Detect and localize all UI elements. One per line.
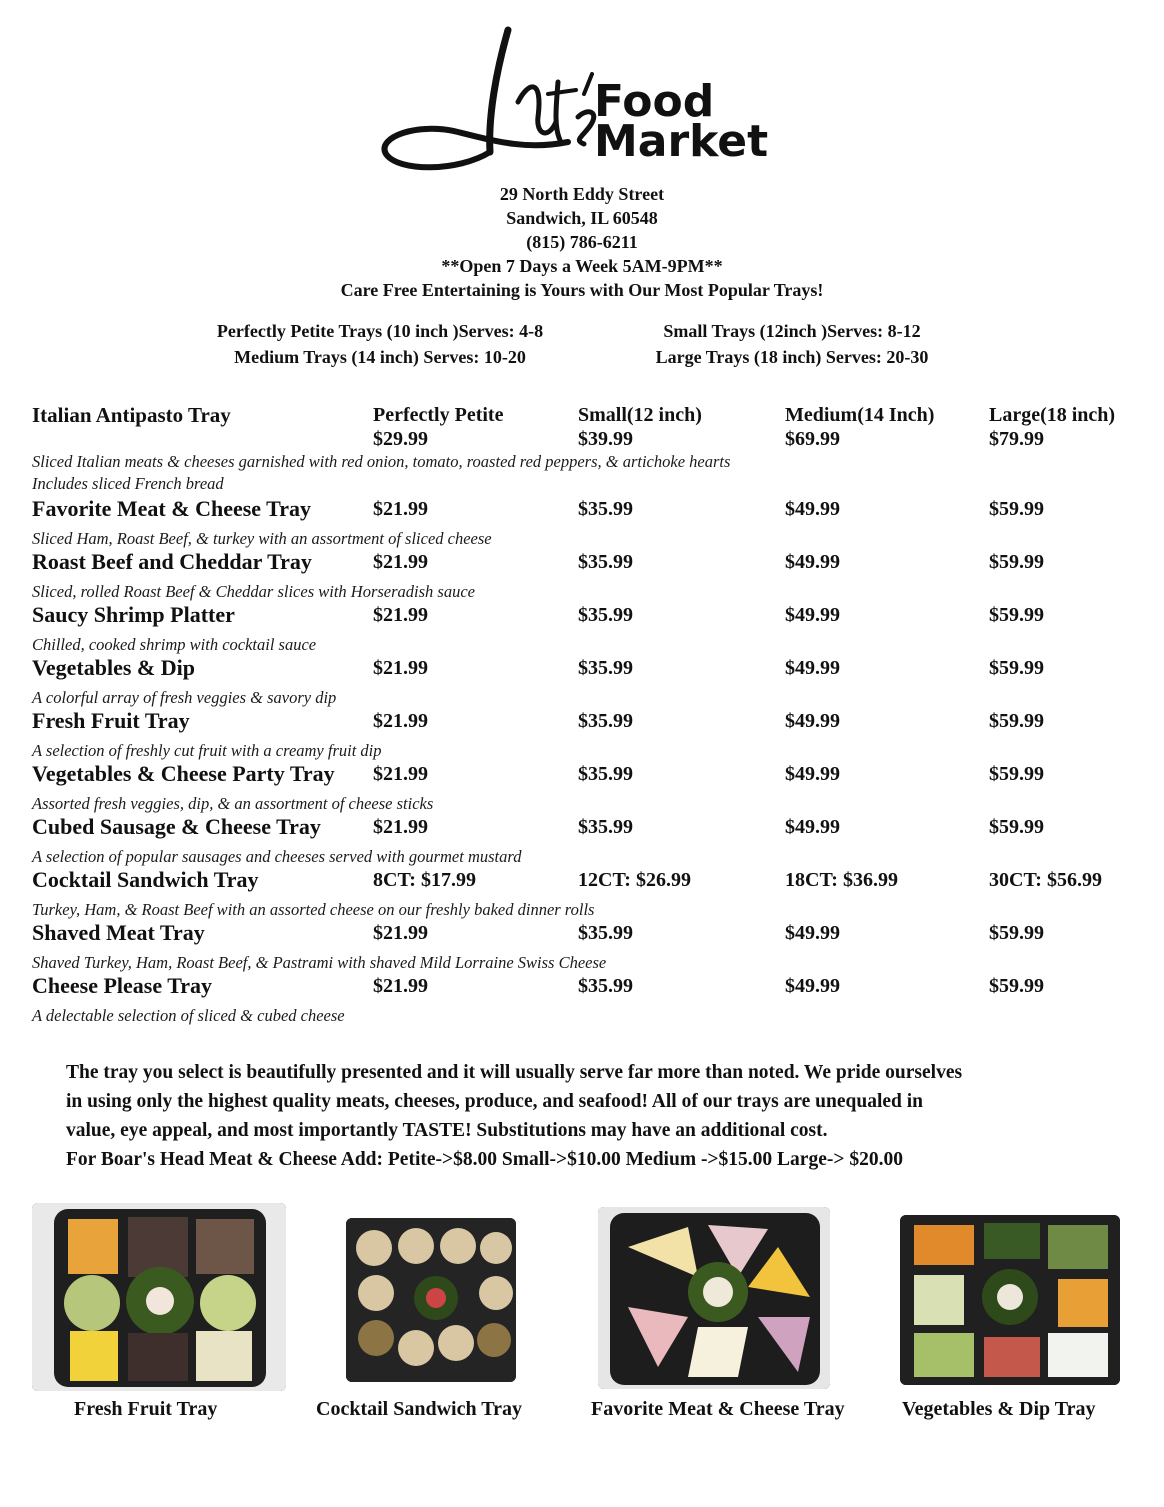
- street-address: 29 North Eddy Street: [499, 184, 665, 204]
- column-label: Medium(14 Inch): [785, 404, 935, 426]
- price-small: $35.99: [578, 922, 633, 944]
- serving-sizes-right: [612, 318, 972, 370]
- column-large: [989, 403, 1115, 451]
- store-address-block: [0, 182, 1164, 302]
- tagline: Care Free Entertaining is Yours with Our Most Popular Trays!: [340, 280, 824, 300]
- price-medium: $49.99: [785, 551, 840, 573]
- item-description: Chilled, cooked shrimp with cocktail sauce: [32, 635, 317, 654]
- item-name: Roast Beef and Cheddar Tray: [32, 549, 312, 574]
- tray-items: [32, 497, 1142, 1027]
- price-medium: $49.99: [785, 498, 840, 520]
- fresh-fruit-tray-photo: [32, 1203, 286, 1391]
- logo-word-food: Food: [594, 76, 715, 127]
- notes-line-2: in using only the highest quality meats, cheeses, produce, and seafood! All of our trays are unequaled in: [66, 1091, 924, 1112]
- vegetables-dip-tray-photo: [900, 1215, 1120, 1385]
- item-description: Sliced Italian meats & cheeses garnished with red onion, tomato, roasted red peppers, & artichoke hearts: [32, 452, 731, 471]
- price-medium: $49.99: [785, 975, 840, 997]
- price-petite: $21.99: [373, 498, 428, 520]
- item-description: A delectable selection of sliced & cubed cheese: [32, 1006, 345, 1025]
- serving-large: Large Trays (18 inch) Serves: 20-30: [655, 347, 929, 367]
- notes-line-3: value, eye appeal, and most importantly TASTE! Substitutions may have an additional cost.: [66, 1120, 828, 1141]
- price-small: $35.99: [578, 498, 633, 520]
- tray-menu-table: [32, 403, 1142, 1027]
- price-large: $59.99: [989, 657, 1044, 679]
- price-small: $35.99: [578, 816, 633, 838]
- item-name: Saucy Shrimp Platter: [32, 602, 235, 627]
- price-large: $59.99: [989, 922, 1044, 944]
- table-row-header: [32, 403, 1142, 451]
- item-description: A selection of freshly cut fruit with a creamy fruit dip: [32, 741, 382, 760]
- price-petite: $21.99: [373, 922, 428, 944]
- price-large: $59.99: [989, 975, 1044, 997]
- photo-caption-cocktail-sandwich: Cocktail Sandwich Tray: [316, 1398, 522, 1420]
- price-large: $59.99: [989, 816, 1044, 838]
- price-small: $35.99: [578, 657, 633, 679]
- item-name: Favorite Meat & Cheese Tray: [32, 496, 311, 521]
- price-medium: $49.99: [785, 604, 840, 626]
- serving-petite: Perfectly Petite Trays (10 inch )Serves: 4-8: [216, 321, 544, 341]
- item-name: Shaved Meat Tray: [32, 920, 205, 945]
- table-row: [32, 550, 1142, 581]
- price-small: $35.99: [578, 710, 633, 732]
- table-row: [32, 603, 1142, 634]
- serving-sizes-left: [170, 318, 590, 370]
- tray-notes: [66, 1058, 1136, 1174]
- serving-small: Small Trays (12inch )Serves: 8-12: [663, 321, 921, 341]
- table-row: [32, 709, 1142, 740]
- table-row: [32, 762, 1142, 793]
- notes-line-1: The tray you select is beautifully presented and it will usually serve far more than noted. We pride ourselves: [66, 1062, 963, 1083]
- column-petite: [373, 403, 503, 451]
- table-row: [32, 815, 1142, 846]
- item-description: Turkey, Ham, & Roast Beef with an assorted cheese on our freshly baked dinner rolls: [32, 900, 595, 919]
- price-small: $35.99: [578, 551, 633, 573]
- price: $79.99: [989, 428, 1044, 450]
- table-row: [32, 974, 1142, 1005]
- price-medium: $49.99: [785, 816, 840, 838]
- cocktail-sandwich-tray-photo: [346, 1218, 516, 1382]
- item-description: Sliced Ham, Roast Beef, & turkey with an assortment of sliced cheese: [32, 529, 492, 548]
- price-medium: $49.99: [785, 710, 840, 732]
- item-description: A colorful array of fresh veggies & savory dip: [32, 688, 337, 707]
- column-small: [578, 403, 702, 451]
- price-large: 30CT: $56.99: [989, 869, 1102, 891]
- item-description: Shaved Turkey, Ham, Roast Beef, & Pastrami with shaved Mild Lorraine Swiss Cheese: [32, 953, 607, 972]
- column-label: Large(18 inch): [989, 404, 1116, 426]
- item-description: Assorted fresh veggies, dip, & an assortment of cheese sticks: [32, 794, 434, 813]
- logo-word-market: Market: [594, 116, 769, 167]
- table-row: [32, 656, 1142, 687]
- favorite-meat-cheese-tray-photo: [598, 1207, 830, 1389]
- item-name: Cheese Please Tray: [32, 973, 213, 998]
- table-row: [32, 497, 1142, 528]
- item-description: Sliced, rolled Roast Beef & Cheddar slices with Horseradish sauce: [32, 582, 476, 601]
- column-label: Perfectly Petite: [373, 404, 504, 426]
- price-large: $59.99: [989, 551, 1044, 573]
- column-medium: [785, 403, 934, 451]
- item-name: Cubed Sausage & Cheese Tray: [32, 814, 321, 839]
- price-petite: $21.99: [373, 604, 428, 626]
- price-medium: $49.99: [785, 657, 840, 679]
- price-small: $35.99: [578, 763, 633, 785]
- price-petite: 8CT: $17.99: [373, 869, 476, 891]
- table-row: [32, 868, 1142, 899]
- photo-caption-fresh-fruit: Fresh Fruit Tray: [74, 1398, 218, 1420]
- price-large: $59.99: [989, 604, 1044, 626]
- store-logo: [378, 22, 798, 182]
- price-large: $59.99: [989, 763, 1044, 785]
- photo-caption-vegetables-dip: Vegetables & Dip Tray: [902, 1398, 1096, 1420]
- serving-medium: Medium Trays (14 inch) Serves: 10-20: [234, 347, 526, 367]
- item-name: Vegetables & Dip: [32, 655, 195, 680]
- item-name: Fresh Fruit Tray: [32, 708, 190, 733]
- item-name: Cocktail Sandwich Tray: [32, 867, 259, 892]
- price-petite: $21.99: [373, 763, 428, 785]
- price-small: $35.99: [578, 975, 633, 997]
- phone-number: (815) 786-6211: [526, 232, 638, 252]
- photo-caption-meat-cheese: Favorite Meat & Cheese Tray: [591, 1398, 845, 1420]
- price: $29.99: [373, 428, 428, 450]
- price: $69.99: [785, 428, 840, 450]
- price-small: $35.99: [578, 604, 633, 626]
- column-label: Small(12 inch): [578, 404, 702, 426]
- price-medium: 18CT: $36.99: [785, 869, 898, 891]
- boars-head-addon: For Boar's Head Meat & Cheese Add: Petite->$8.00 Small->$10.00 Medium ->$15.00 Large-> $20.00: [66, 1149, 903, 1170]
- price-petite: $21.99: [373, 710, 428, 732]
- price-medium: $49.99: [785, 763, 840, 785]
- price-petite: $21.99: [373, 551, 428, 573]
- city-state-zip: Sandwich, IL 60548: [506, 208, 658, 228]
- item-description: A selection of popular sausages and cheeses served with gourmet mustard: [32, 847, 522, 866]
- item-description-extra: Includes sliced French bread: [32, 474, 224, 493]
- price-petite: $21.99: [373, 816, 428, 838]
- price: $39.99: [578, 428, 633, 450]
- price-petite: $21.99: [373, 975, 428, 997]
- price-medium: $49.99: [785, 922, 840, 944]
- item-name: Italian Antipasto Tray: [32, 403, 231, 427]
- price-small: 12CT: $26.99: [578, 869, 691, 891]
- item-name: Vegetables & Cheese Party Tray: [32, 761, 335, 786]
- table-row: [32, 921, 1142, 952]
- store-hours: **Open 7 Days a Week 5AM-9PM**: [441, 256, 723, 276]
- price-large: $59.99: [989, 710, 1044, 732]
- price-petite: $21.99: [373, 657, 428, 679]
- price-large: $59.99: [989, 498, 1044, 520]
